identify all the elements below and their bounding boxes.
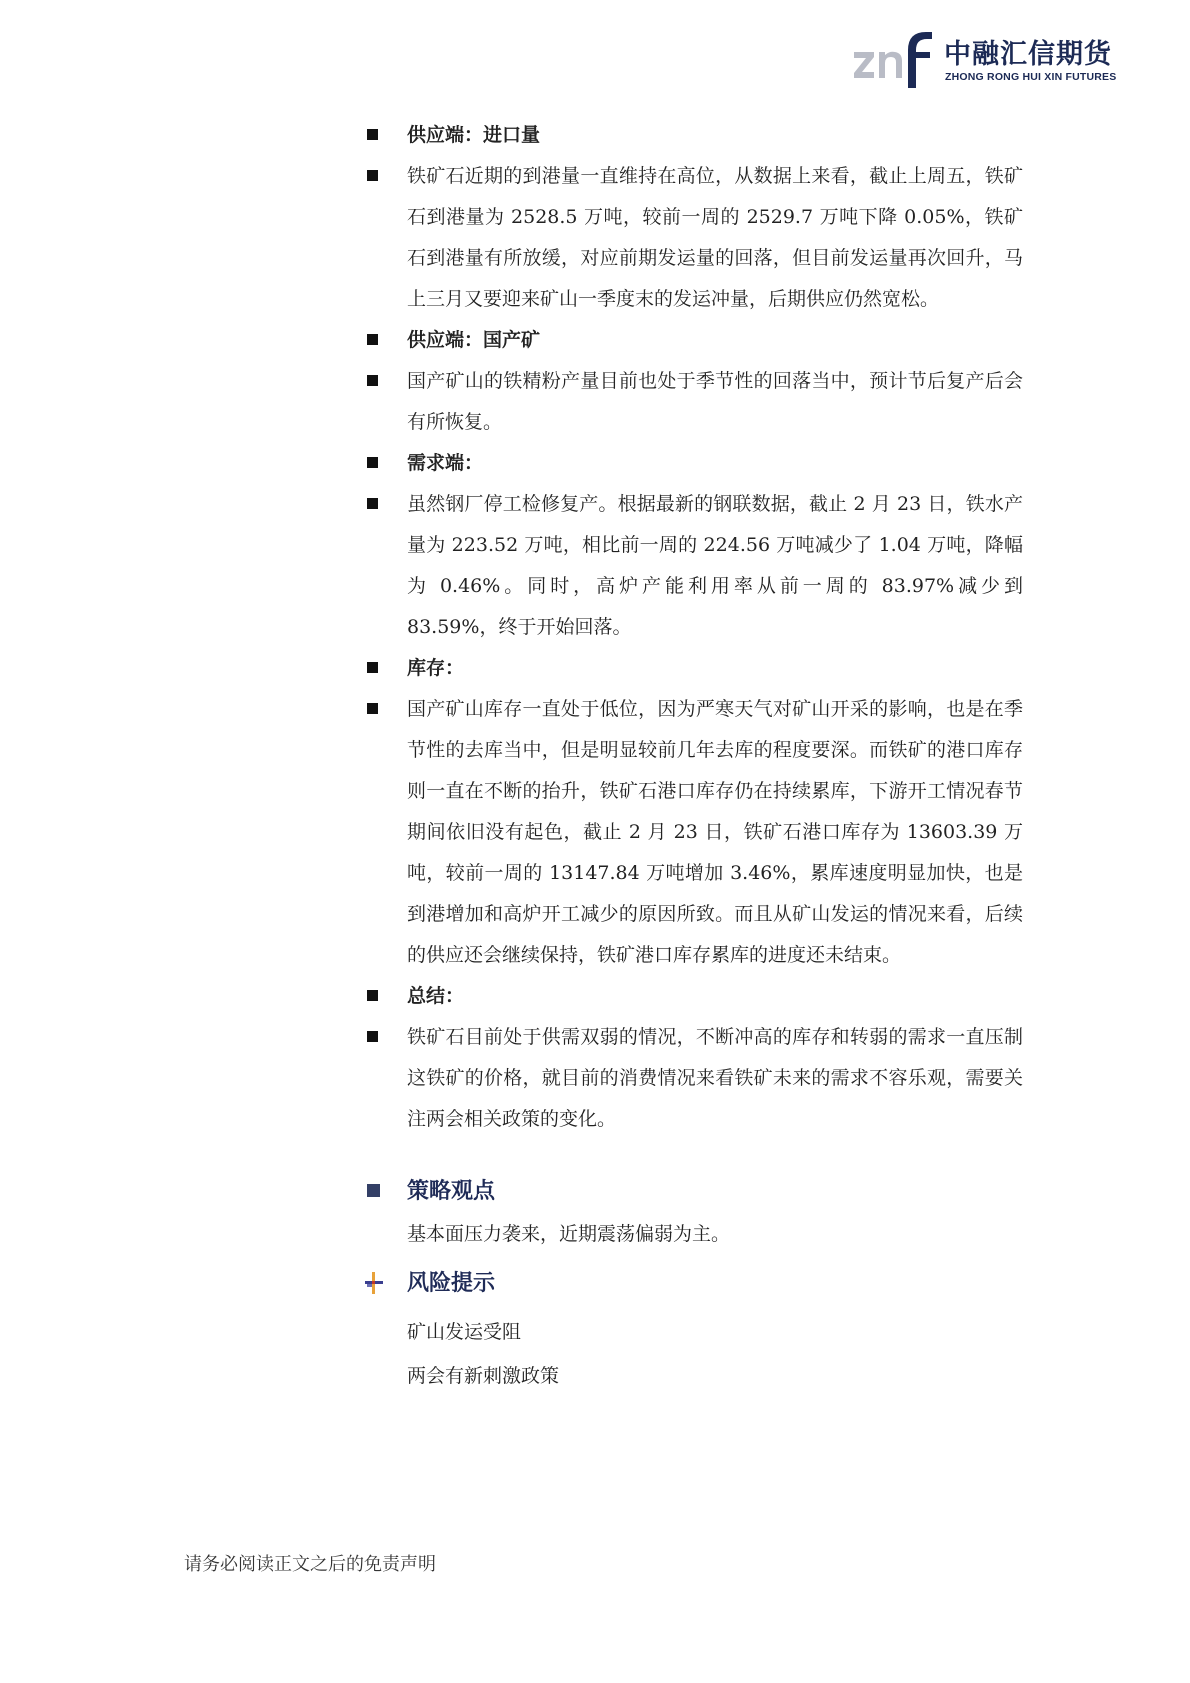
risk-title: 风险提示 [407, 1271, 496, 1296]
cross-marker-icon [363, 1270, 385, 1296]
square-bullet-icon [367, 662, 378, 673]
bullet-paragraph-inventory [363, 689, 1023, 976]
square-bullet-icon [367, 990, 378, 1001]
bullet-paragraph-supply-domestic [363, 361, 1023, 443]
bullet-heading-supply-import [363, 115, 1023, 156]
bullet-paragraph-supply-import [363, 156, 1023, 320]
square-bullet-icon [367, 129, 378, 140]
strategy-text: 基本面压力袭来，近期震荡偏弱为主。 [407, 1223, 731, 1245]
strategy-section-header [363, 1170, 1023, 1214]
paragraph-text: 虽然钢厂停工检修复产。根据最新的钢联数据，截止 2 月 23 日，铁水产量为 223.52 万吨，相比前一周的 224.56 万吨减少了 1.04 万吨，降幅为 0.46%。同时，高炉产能利用率从前一周的 83.97%减少到 83.59%，终于开始回落。 [407, 493, 1023, 638]
risk-section-header [363, 1262, 1023, 1306]
logo-english-name: ZHONG RONG HUI XIN FUTURES [945, 71, 1117, 83]
strategy-title: 策略观点 [407, 1179, 496, 1204]
heading-text: 库存： [407, 657, 465, 679]
paragraph-text: 铁矿石近期的到港量一直维持在高位，从数据上来看，截止上周五，铁矿石到港量为 2528.5 万吨，较前一周的 2529.7 万吨下降 0.05%，铁矿石到港量有所放缓，对应前期发运量的回落，但目前发运量再次回升，马上三月又要迎来矿山一季度末的发运冲量，后期供应仍然宽松。 [407, 165, 1023, 310]
square-bullet-icon [367, 334, 378, 345]
risk-item: 矿山发运受阻 [407, 1321, 522, 1343]
heading-text: 需求端： [407, 452, 484, 474]
square-bullet-icon [367, 498, 378, 509]
heading-text: 总结： [407, 985, 465, 1007]
square-bullet-icon [367, 703, 378, 714]
square-bullet-icon [367, 1184, 380, 1197]
square-bullet-icon [367, 1031, 378, 1042]
risk-item: 两会有新刺激政策 [407, 1365, 560, 1387]
bullet-paragraph-demand [363, 484, 1023, 648]
square-bullet-icon [367, 457, 378, 468]
square-bullet-icon [367, 170, 378, 181]
bullet-heading-summary [363, 976, 1023, 1017]
report-content [363, 115, 1023, 1398]
bullet-heading-inventory [363, 648, 1023, 689]
bullet-heading-demand [363, 443, 1023, 484]
square-bullet-icon [367, 375, 378, 386]
footer-disclaimer: 请务必阅读正文之后的免责声明 [184, 1554, 436, 1575]
bullet-heading-supply-domestic [363, 320, 1023, 361]
bullet-paragraph-summary [363, 1017, 1023, 1140]
paragraph-text: 国产矿山的铁精粉产量目前也处于季节性的回落当中，预计节后复产后会有所恢复。 [407, 370, 1023, 433]
heading-text: 供应端：进口量 [407, 124, 541, 146]
logo-chinese-name: 中融汇信期货 [944, 39, 1112, 70]
heading-text: 供应端：国产矿 [407, 329, 541, 351]
paragraph-text: 铁矿石目前处于供需双弱的情况，不断冲高的库存和转弱的需求一直压制这铁矿的价格，就目前的消费情况来看铁矿未来的需求不容乐观，需要关注两会相关政策的变化。 [407, 1026, 1023, 1130]
risk-list [363, 1310, 1023, 1398]
znf-logo-mark-icon [852, 28, 934, 90]
company-logo [852, 28, 1122, 90]
paragraph-text: 国产矿山库存一直处于低位，因为严寒天气对矿山开采的影响，也是在季节性的去库当中，但是明显较前几年去库的程度要深。而铁矿的港口库存则一直在不断的抬升，铁矿石港口库存仍在持续累库，下游开工情况春节期间依旧没有起色，截止 2 月 23 日，铁矿石港口库存为 13603.39 万吨，较前一周的 13147.84 万吨增加 3.46%，累库速度明显加快，也是到港增加和高炉开工减少的原因所致。而且从矿山发运的情况来看，后续的供应还会继续保持，铁矿港口库存累库的进度还未结束。 [407, 698, 1023, 966]
